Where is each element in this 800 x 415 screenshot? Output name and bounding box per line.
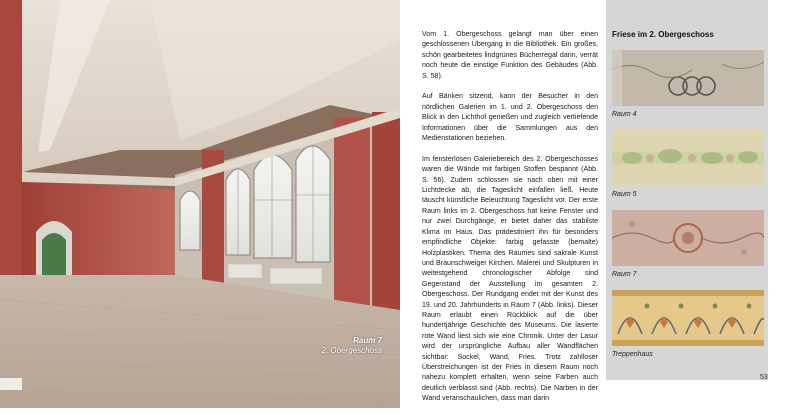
frieze-image-raum-7 [612, 210, 764, 266]
photo-caption [322, 336, 382, 356]
paragraph: Vom 1. Obergeschoss gelangt man über einen geschlossenen Übergang in die Bibliothek. Ein großes, schön gearbeitetes lindgrünes Bücherregal darin, verrät noch heute die einstige Funktion des Gebäudes (Abb. S. 58). [422, 31, 598, 80]
frieze-image-raum-5 [612, 130, 764, 186]
frieze-image-raum-4 [612, 50, 764, 106]
frieze-caption: Raum 4 [612, 111, 637, 118]
frieze-caption: Treppenhaus [612, 351, 653, 358]
body-text [422, 30, 598, 415]
frieze-sidebar [606, 0, 768, 380]
paragraph: Auf Bänken sitzend, kann der Besucher in den nördlichen Galerien im 1. und 2. Obergeschoss den Blick in den Lichthof genießen und zugleich vertiefende Informationen über die Sammlungen aus den Medienstationen beziehen. [422, 93, 598, 143]
photo-caption-floor: 2. Obergeschoss [321, 346, 382, 355]
frieze-image-treppenhaus [612, 290, 764, 346]
photo-caption-room: Raum 7 [353, 336, 382, 345]
paragraph: Im fensterlosen Galeriebereich des 2. Obergeschosses waren die Wände mit farbigen Stoffen bespannt (Abb. S. 56). Zudem schlossen sie nach oben mit einer Lichtdecke ab, die Tageslicht einfallen ließ. Heute täuscht künstliche Beleuchtung Tageslicht vor. Der erste Raum links im 2. Obergeschoss hat keine Fenster und nur zwei Durchgänge, er bietet daher das stabilste Klima im Haus. Das prädestiniert ihn für besonders empfindliche Objekte: farbig gefasste (bemalte) Holzplastiken. Thema des Raumes sind sakrale Kunst und Braunschweiger Kirchen. Malerei und Skulpturen in weitestgehend chronologischer Abfolge sind Gegenstand der Ausstellung im gesamten 2. Obergeschoss. Der Rundgang endet mit der Kunst des 19. und 20. Jahrhunderts in Raum 7 (Abb. links). Dieser Raum erlaubt einen Rückblick auf die über hundertjährige Geschichte des Museums. Die lasierte rote Wand liest sich wie eine Chronik. Unter der Lasur wird der ursprüngliche Aufbau aller Wandflächen sichtbar: Sockel, Wand, Fries. Trotz zahlloser Überstreichungen ist der Fries in diesem Raum noch nahezu komplett erhalten, wenn seine Farben auch deutlich verblasst sind (Abb. rechts). Die Narben in der Wand veranschaulichen, dass man darin [422, 155, 598, 403]
frieze-caption: Raum 5 [612, 191, 637, 198]
sidebar-title: Friese im 2. Obergeschoss [612, 30, 714, 39]
room-photo [0, 0, 400, 408]
frieze-caption: Raum 7 [612, 271, 637, 278]
page-number: 53 [760, 374, 768, 381]
